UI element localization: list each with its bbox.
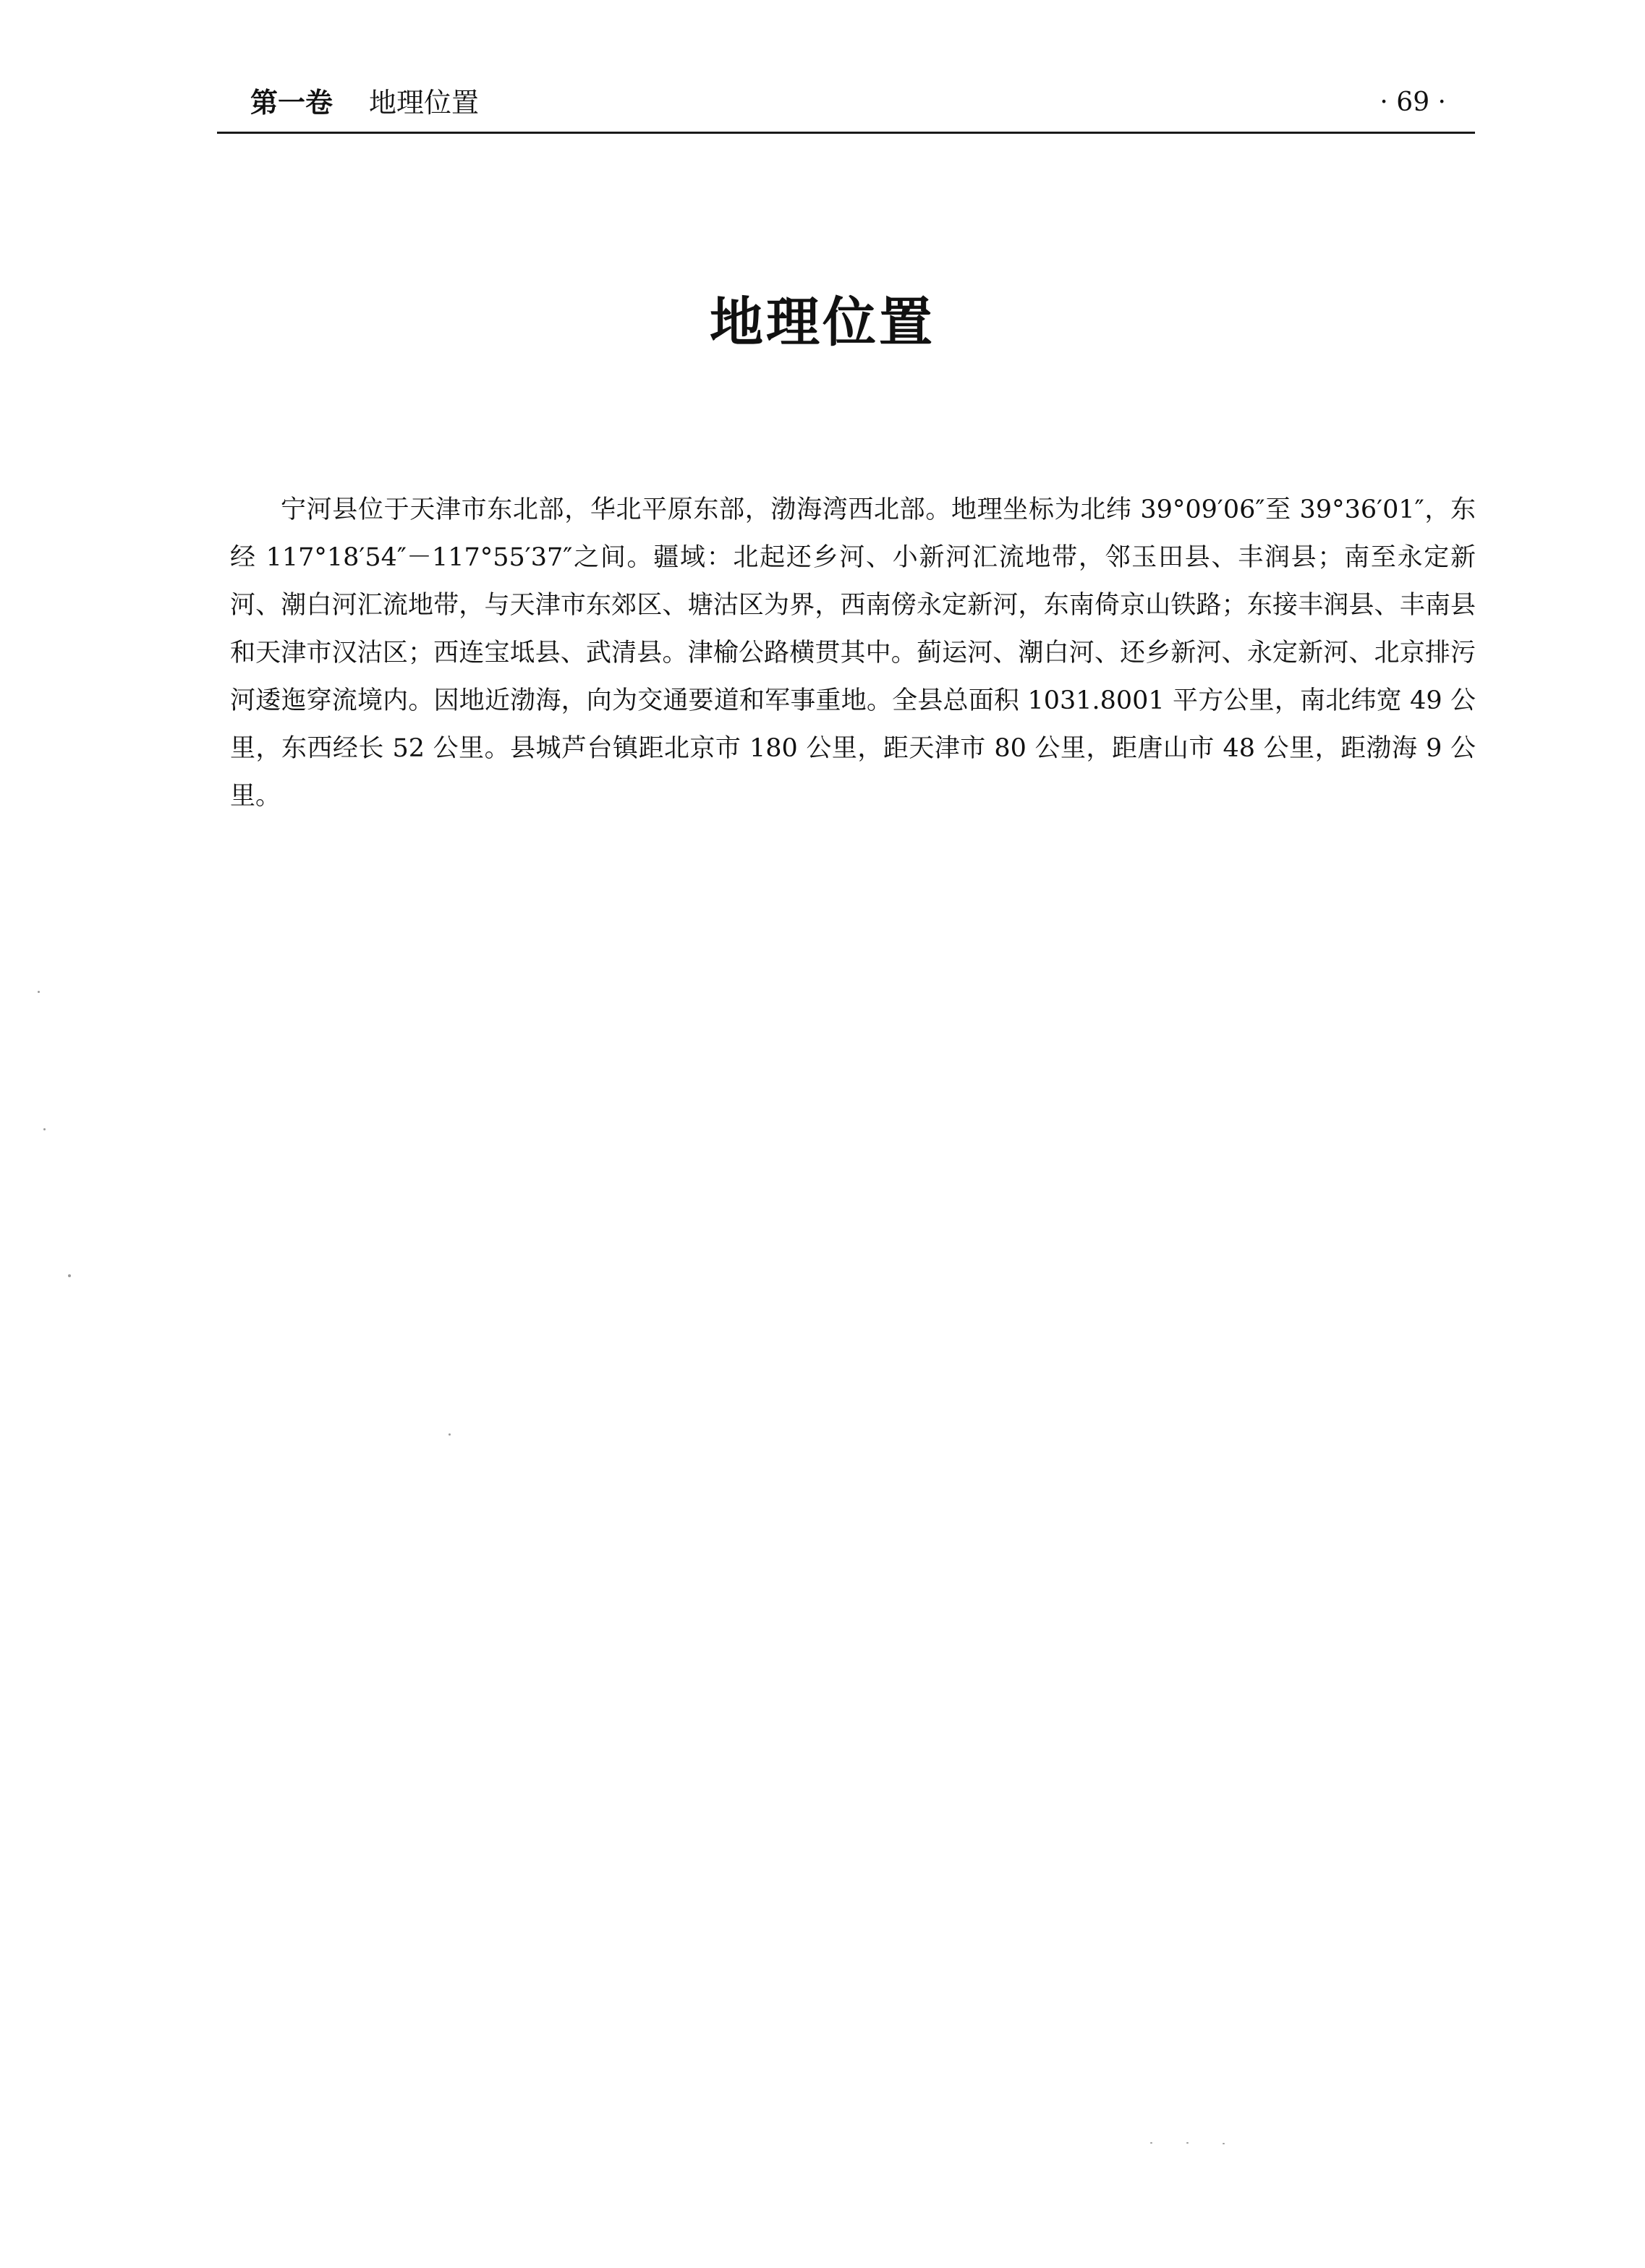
page-title: 地理位置 (710, 291, 935, 354)
scan-speck (449, 1433, 451, 1436)
scan-speck (38, 991, 40, 993)
scan-speck (1186, 2142, 1189, 2144)
scan-speck (1223, 2143, 1225, 2144)
page-number: · 69 · (1380, 88, 1446, 117)
scan-speck (1150, 2142, 1152, 2144)
chapter-label: 第一卷 (250, 87, 333, 119)
scan-speck (43, 1128, 46, 1130)
scan-speck (68, 1274, 71, 1277)
body-paragraph: 宁河县位于天津市东北部，华北平原东部，渤海湾西北部。地理坐标为北纬 39°09′06″至 39°36′01″，东经 117°18′54″－117°55′37″之间。疆域：北起还乡河、小新河汇流地带，邻玉田县、丰润县；南至永定新河、潮白河汇流地带，与天津市东郊区、塘沽区为界，西南傍永定新河，东南倚京山铁路；东接丰润县、丰南县和天津市汉沽区；西连宝坻县、武清县。津榆公路横贯其中。蓟运河、潮白河、还乡新河、永定新河、北京排污河逶迤穿流境内。因地近渤海，向为交通要道和军事重地。全县总面积 1031.8001 平方公里，南北纬宽 49 公里，东西经长 52 公里。县城芦台镇距北京市 180 公里，距天津市 80 公里，距唐山市 48 公里，距渤海 9 公里。 (230, 495, 1476, 811)
running-header (217, 85, 1475, 134)
section-label: 地理位置 (369, 87, 480, 119)
